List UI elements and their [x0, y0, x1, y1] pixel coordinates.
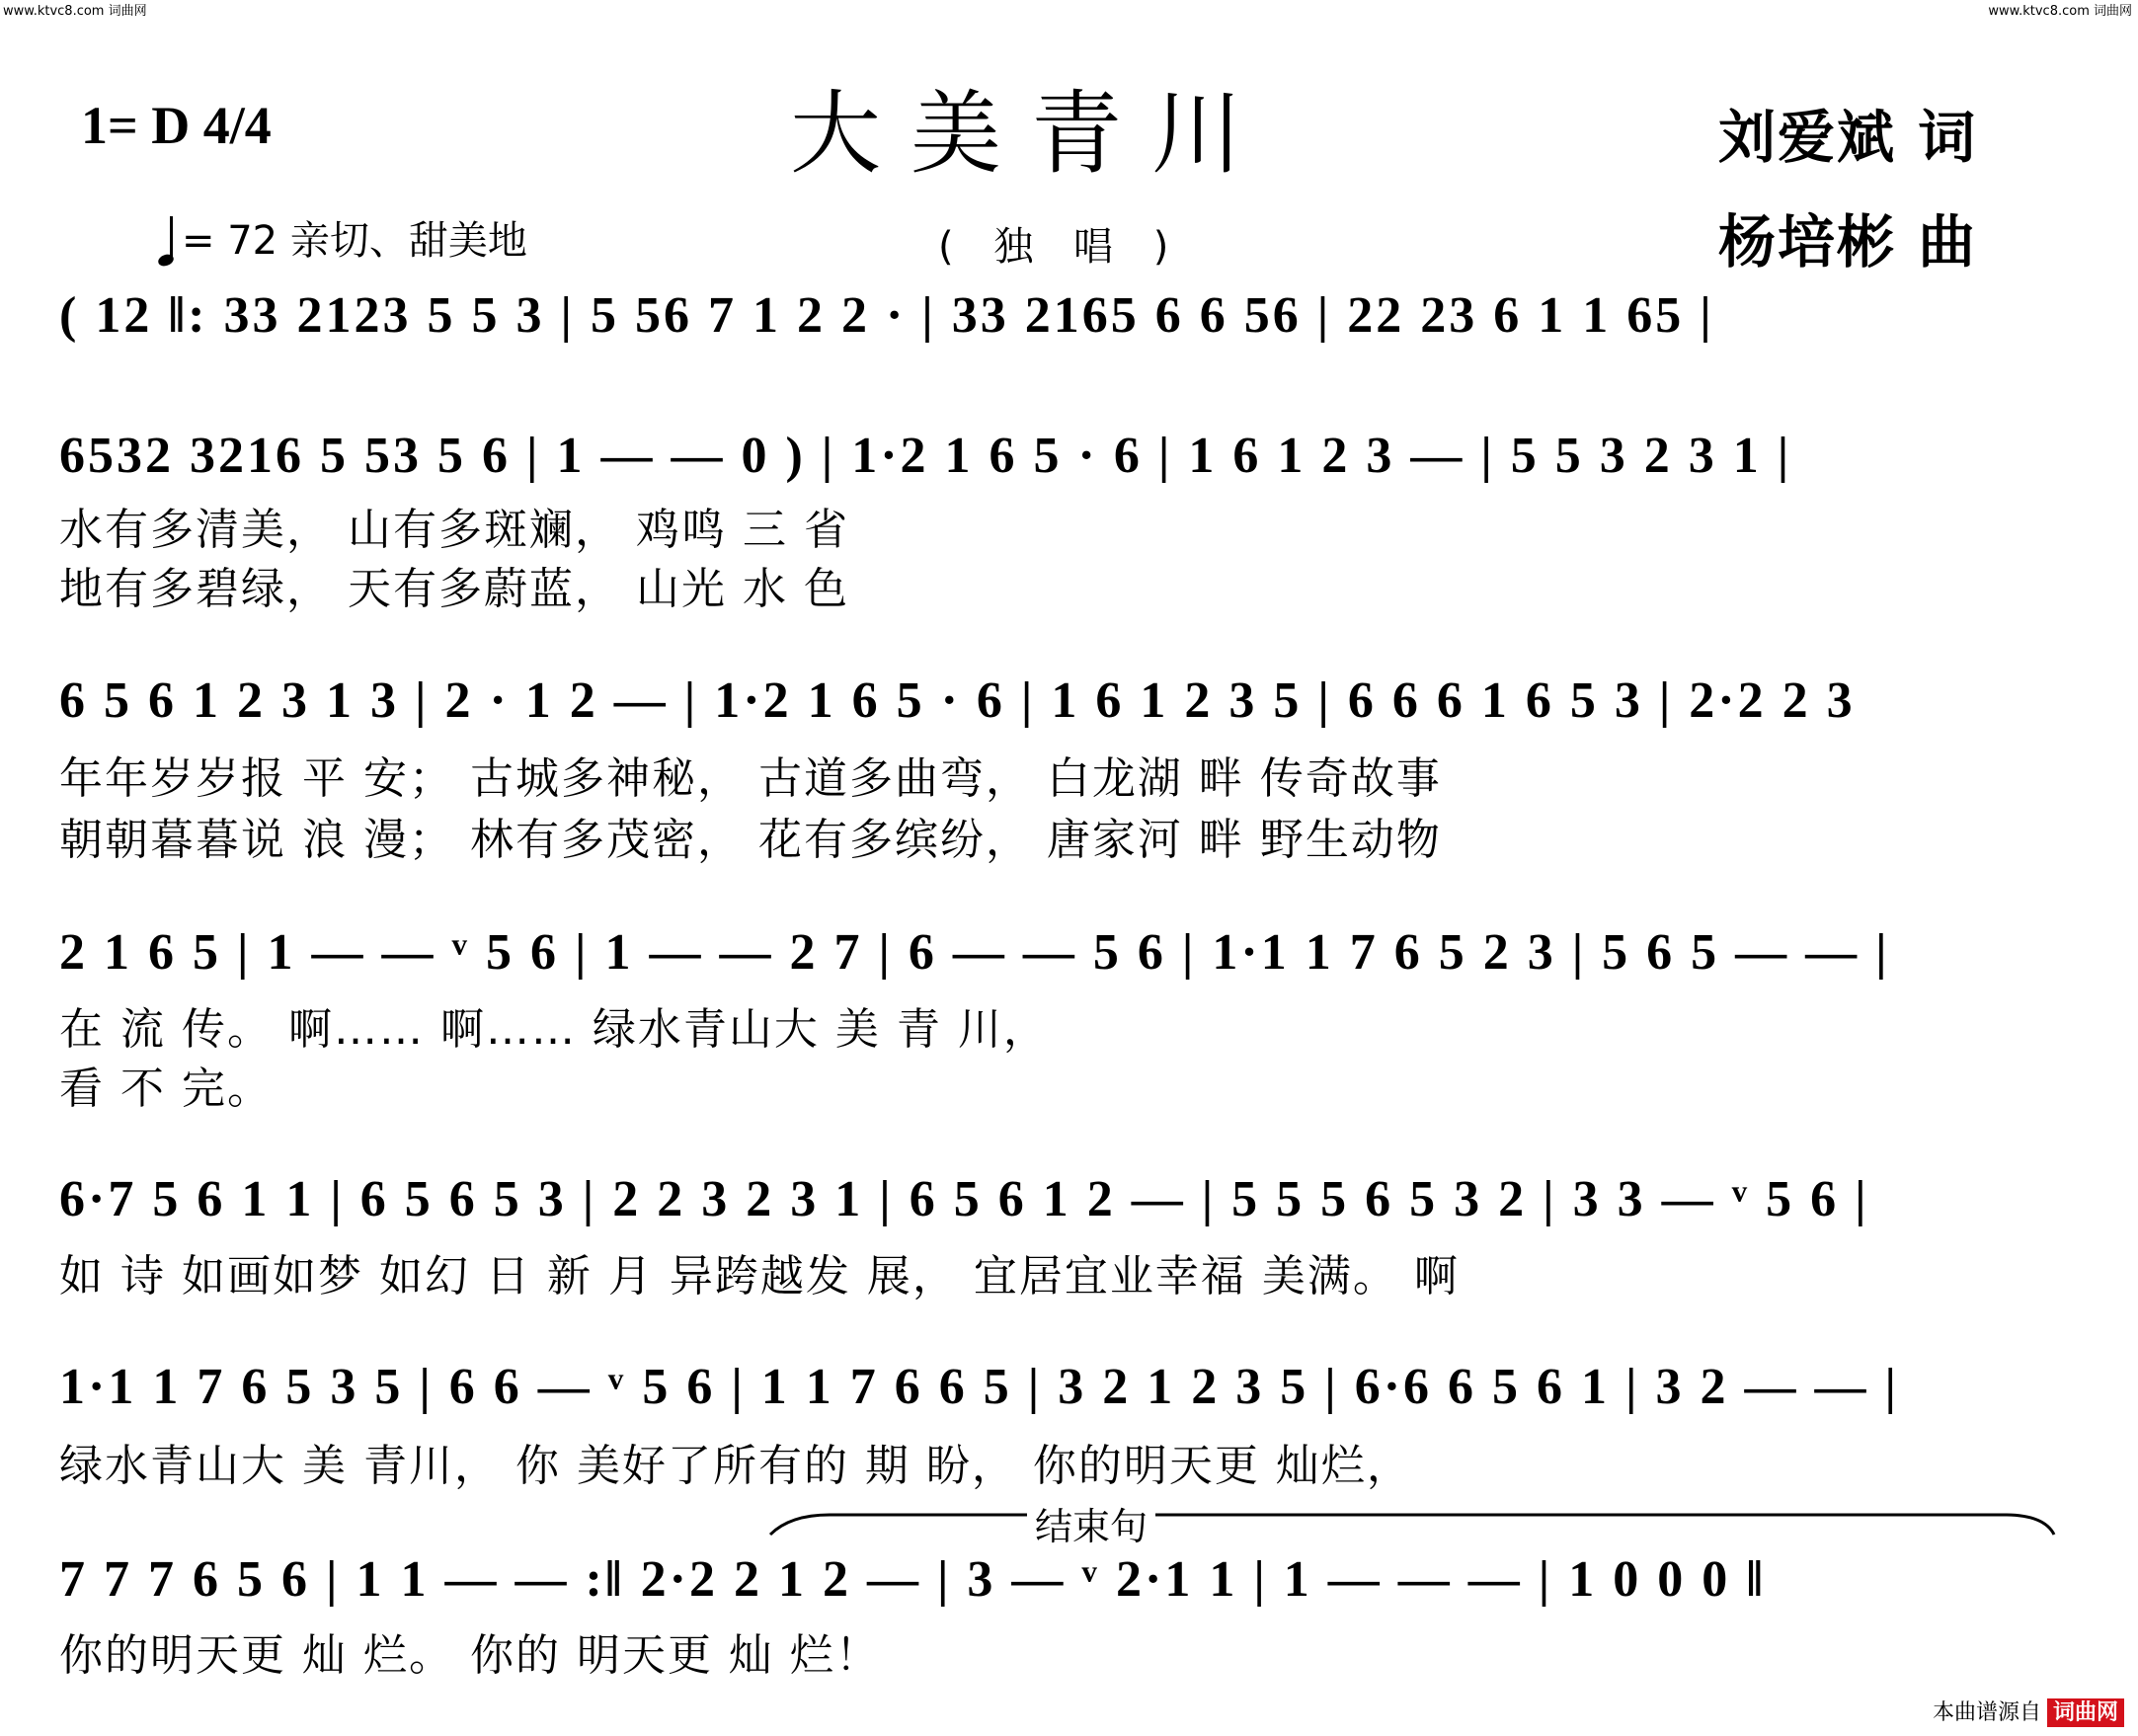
performance-mode: ( 独 唱 )	[938, 224, 1183, 270]
tempo-marking	[158, 209, 527, 266]
site-badge[interactable]: 词曲网	[2047, 1698, 2124, 1727]
music-line-3: 6 5 6 1 2 3 1 3 | 2 · 1 2 — | 1·2 1 6 5 · 6 | 1 6 1 2 3 5 | 6 6 6 1 6 5 3 | 2·2 2 3	[59, 672, 1856, 729]
watermark-right: www.ktvc8.com 词曲网	[1988, 4, 2132, 19]
quarter-note-icon	[158, 216, 176, 266]
lyrics-line-3-verse-2: 朝朝暮暮说 浪 漫； 林有多茂密， 花有多缤纷， 唐家河 畔 野生动物	[59, 815, 1442, 865]
lyrics-line-2-verse-1: 水有多清美， 山有多斑斓， 鸡鸣 三 省	[59, 505, 849, 555]
ending-label: 结束句	[1027, 1496, 1155, 1550]
watermark-left: www.ktvc8.com 词曲网	[3, 4, 147, 19]
lyrics-line-4-verse-1: 在 流 传。 啊…… 啊…… 绿水青山大 美 青 川，	[59, 1004, 1049, 1055]
lyrics-line-5-verse-1: 如 诗 如画如梦 如幻 日 新 月 异跨越发 展， 宜居宜业幸福 美满。 啊	[59, 1251, 1460, 1302]
source-text: 本曲谱源自	[1932, 1700, 2041, 1725]
music-line-7: 7 7 7 6 5 6 | 1 1 — — :‖ 2·2 2 1 2 — | 3 — ᵛ 2·1 1 | 1 — — — | 1 0 0 0 ‖	[59, 1551, 1767, 1608]
music-line-4: 2 1 6 5 | 1 — — ᵛ 5 6 | 1 — — 2 7 | 6 — — 5 6 | 1·1 1 7 6 5 2 3 | 5 6 5 — — |	[59, 924, 1890, 981]
lyricist-credit: 刘爱斌 词	[1718, 104, 1978, 171]
music-line-1: ( 12 ‖: 33 2123 5 5 3 | 5 56 7 1 2 2 · | 33 2165 6 6 56 | 22 23 6 1 1 65 |	[59, 287, 1714, 344]
source-footer	[1933, 1696, 2124, 1726]
tempo-text: = 72 亲切、甜美地	[182, 218, 527, 264]
music-line-2: 6532 3216 5 53 5 6 | 1 — — 0 ) | 1·2 1 6 5 · 6 | 1 6 1 2 3 — | 5 5 3 2 3 1 |	[59, 428, 1792, 484]
lyrics-line-6-verse-1: 绿水青山大 美 青川， 你 美好了所有的 期 盼， 你的明天更 灿烂，	[59, 1441, 1412, 1491]
lyrics-line-7-verse-1: 你的明天更 灿 烂。 你的 明天更 灿 烂！	[59, 1630, 881, 1681]
lyrics-line-2-verse-2: 地有多碧绿， 天有多蔚蓝， 山光 水 色	[59, 564, 849, 614]
song-title: 大美青川	[790, 81, 1273, 187]
music-line-5: 6·7 5 6 1 1 | 6 5 6 5 3 | 2 2 3 2 3 1 | 6 5 6 1 2 — | 5 5 5 6 5 3 2 | 3 3 — ᵛ 5 6 |	[59, 1171, 1869, 1227]
lyrics-line-3-verse-1: 年年岁岁报 平 安； 古城多神秘， 古道多曲弯， 白龙湖 畔 传奇故事	[59, 753, 1442, 804]
composer-credit: 杨培彬 曲	[1718, 208, 1978, 276]
lyrics-line-4-verse-2: 看 不 完。	[59, 1064, 273, 1114]
key-signature: 1= D 4/4	[81, 96, 272, 155]
music-line-6: 1·1 1 7 6 5 3 5 | 6 6 — ᵛ 5 6 | 1 1 7 6 6 5 | 3 2 1 2 3 5 | 6·6 6 5 6 1 | 3 2 — — |	[59, 1359, 1899, 1415]
